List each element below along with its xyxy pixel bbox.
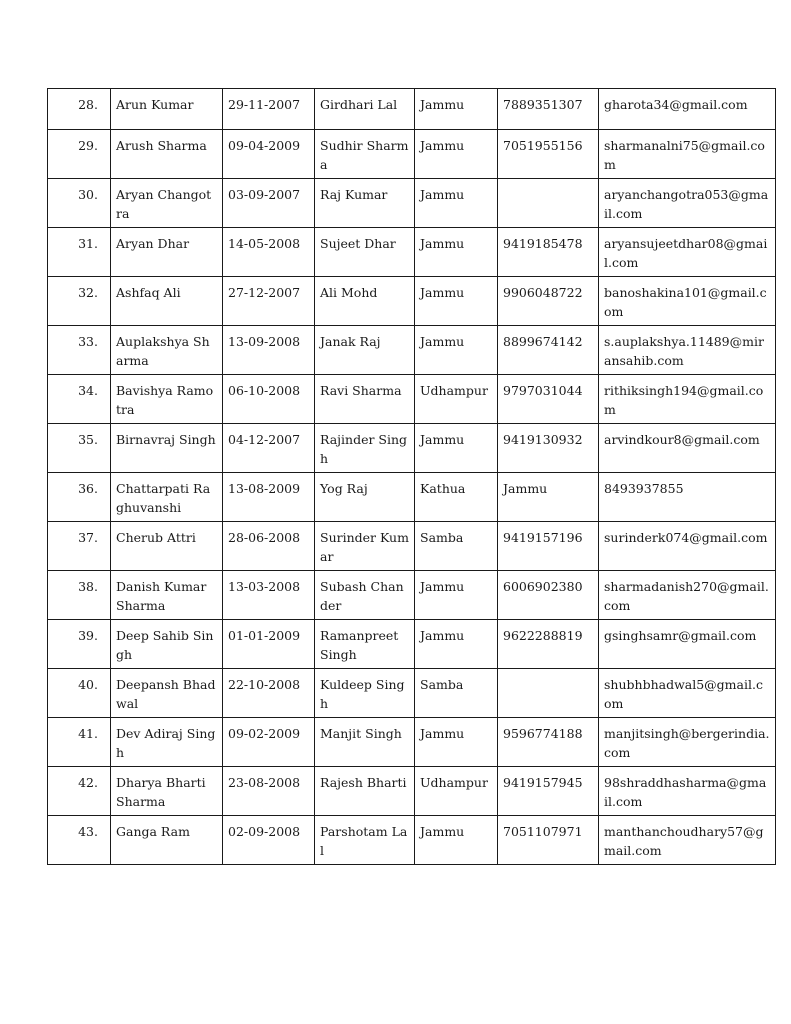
- table-row: [48, 326, 776, 375]
- date-of-birth-cell: 27-12-2007: [223, 277, 315, 326]
- table-row: [48, 522, 776, 571]
- phone-cell: 9419157196: [498, 522, 599, 571]
- father-name-cell: Subash Chander: [315, 571, 415, 620]
- serial-number-cell: 37.: [48, 522, 111, 571]
- date-of-birth-cell: 06-10-2008: [223, 375, 315, 424]
- phone-cell: 9419185478: [498, 228, 599, 277]
- student-name-cell: Aryan Changotra: [111, 179, 223, 228]
- phone-cell: 7889351307: [498, 89, 599, 130]
- father-name-cell: Rajinder Singh: [315, 424, 415, 473]
- student-name-cell: Deepansh Bhadwal: [111, 669, 223, 718]
- student-records-table: [47, 88, 776, 865]
- email-cell: shubhbhadwal5@gmail.com: [599, 669, 776, 718]
- table-row: [48, 669, 776, 718]
- place-cell: Jammu: [415, 89, 498, 130]
- serial-number-cell: 30.: [48, 179, 111, 228]
- email-cell: s.auplakshya.11489@miransahib.com: [599, 326, 776, 375]
- table-row: [48, 767, 776, 816]
- date-of-birth-cell: 13-09-2008: [223, 326, 315, 375]
- email-cell: banoshakina101@gmail.com: [599, 277, 776, 326]
- student-name-cell: Deep Sahib Singh: [111, 620, 223, 669]
- place-cell: Udhampur: [415, 375, 498, 424]
- phone-cell: 7051955156: [498, 130, 599, 179]
- phone-cell: [498, 669, 599, 718]
- table-body: [48, 89, 776, 865]
- table-row: [48, 718, 776, 767]
- email-cell: aryanchangotra053@gmail.com: [599, 179, 776, 228]
- date-of-birth-cell: 13-08-2009: [223, 473, 315, 522]
- table-row: [48, 473, 776, 522]
- place-cell: Jammu: [415, 424, 498, 473]
- student-name-cell: Dev Adiraj Singh: [111, 718, 223, 767]
- email-cell: sharmadanish270@gmail.com: [599, 571, 776, 620]
- father-name-cell: Raj Kumar: [315, 179, 415, 228]
- father-name-cell: Janak Raj: [315, 326, 415, 375]
- serial-number-cell: 32.: [48, 277, 111, 326]
- date-of-birth-cell: 04-12-2007: [223, 424, 315, 473]
- table-row: [48, 571, 776, 620]
- date-of-birth-cell: 14-05-2008: [223, 228, 315, 277]
- student-name-cell: Chattarpati Raghuvanshi: [111, 473, 223, 522]
- phone-cell: 9419157945: [498, 767, 599, 816]
- email-cell: rithiksingh194@gmail.com: [599, 375, 776, 424]
- place-cell: Samba: [415, 669, 498, 718]
- father-name-cell: Yog Raj: [315, 473, 415, 522]
- father-name-cell: Manjit Singh: [315, 718, 415, 767]
- serial-number-cell: 35.: [48, 424, 111, 473]
- date-of-birth-cell: 03-09-2007: [223, 179, 315, 228]
- student-name-cell: Birnavraj Singh: [111, 424, 223, 473]
- table-row: [48, 179, 776, 228]
- table-row: [48, 277, 776, 326]
- father-name-cell: Parshotam Lal: [315, 816, 415, 865]
- father-name-cell: Ramanpreet Singh: [315, 620, 415, 669]
- father-name-cell: Kuldeep Singh: [315, 669, 415, 718]
- date-of-birth-cell: 02-09-2008: [223, 816, 315, 865]
- table-row: [48, 375, 776, 424]
- email-cell: 8493937855: [599, 473, 776, 522]
- student-name-cell: Arush Sharma: [111, 130, 223, 179]
- father-name-cell: Girdhari Lal: [315, 89, 415, 130]
- serial-number-cell: 40.: [48, 669, 111, 718]
- email-cell: aryansujeetdhar08@gmail.com: [599, 228, 776, 277]
- student-name-cell: Aryan Dhar: [111, 228, 223, 277]
- student-name-cell: Arun Kumar: [111, 89, 223, 130]
- phone-cell: 9797031044: [498, 375, 599, 424]
- place-cell: Jammu: [415, 130, 498, 179]
- table-row: [48, 816, 776, 865]
- date-of-birth-cell: 23-08-2008: [223, 767, 315, 816]
- serial-number-cell: 43.: [48, 816, 111, 865]
- serial-number-cell: 29.: [48, 130, 111, 179]
- father-name-cell: Surinder Kumar: [315, 522, 415, 571]
- table-row: [48, 424, 776, 473]
- date-of-birth-cell: 28-06-2008: [223, 522, 315, 571]
- phone-cell: 9596774188: [498, 718, 599, 767]
- place-cell: Udhampur: [415, 767, 498, 816]
- student-name-cell: Danish Kumar Sharma: [111, 571, 223, 620]
- serial-number-cell: 36.: [48, 473, 111, 522]
- date-of-birth-cell: 09-04-2009: [223, 130, 315, 179]
- place-cell: Jammu: [415, 620, 498, 669]
- student-name-cell: Dharya Bharti Sharma: [111, 767, 223, 816]
- student-name-cell: Auplakshya Sharma: [111, 326, 223, 375]
- date-of-birth-cell: 01-01-2009: [223, 620, 315, 669]
- phone-cell: 9622288819: [498, 620, 599, 669]
- serial-number-cell: 28.: [48, 89, 111, 130]
- date-of-birth-cell: 29-11-2007: [223, 89, 315, 130]
- serial-number-cell: 39.: [48, 620, 111, 669]
- table-row: [48, 89, 776, 130]
- phone-cell: 8899674142: [498, 326, 599, 375]
- father-name-cell: Rajesh Bharti: [315, 767, 415, 816]
- table-row: [48, 620, 776, 669]
- date-of-birth-cell: 22-10-2008: [223, 669, 315, 718]
- email-cell: 98shraddhasharma@gmail.com: [599, 767, 776, 816]
- student-name-cell: Ashfaq Ali: [111, 277, 223, 326]
- father-name-cell: Ravi Sharma: [315, 375, 415, 424]
- date-of-birth-cell: 09-02-2009: [223, 718, 315, 767]
- student-name-cell: Bavishya Ramotra: [111, 375, 223, 424]
- place-cell: Jammu: [415, 718, 498, 767]
- place-cell: Jammu: [415, 179, 498, 228]
- place-cell: Kathua: [415, 473, 498, 522]
- phone-cell: 6006902380: [498, 571, 599, 620]
- place-cell: Jammu: [415, 571, 498, 620]
- place-cell: Jammu: [415, 228, 498, 277]
- email-cell: manthanchoudhary57@gmail.com: [599, 816, 776, 865]
- place-cell: Jammu: [415, 277, 498, 326]
- email-cell: arvindkour8@gmail.com: [599, 424, 776, 473]
- student-name-cell: Ganga Ram: [111, 816, 223, 865]
- place-cell: Samba: [415, 522, 498, 571]
- father-name-cell: Ali Mohd: [315, 277, 415, 326]
- serial-number-cell: 38.: [48, 571, 111, 620]
- place-cell: Jammu: [415, 816, 498, 865]
- email-cell: gsinghsamr@gmail.com: [599, 620, 776, 669]
- phone-cell: 7051107971: [498, 816, 599, 865]
- table-row: [48, 130, 776, 179]
- phone-cell: 9419130932: [498, 424, 599, 473]
- place-cell: Jammu: [415, 326, 498, 375]
- serial-number-cell: 33.: [48, 326, 111, 375]
- phone-cell: Jammu: [498, 473, 599, 522]
- table-row: [48, 228, 776, 277]
- father-name-cell: Sujeet Dhar: [315, 228, 415, 277]
- phone-cell: [498, 179, 599, 228]
- date-of-birth-cell: 13-03-2008: [223, 571, 315, 620]
- serial-number-cell: 42.: [48, 767, 111, 816]
- email-cell: gharota34@gmail.com: [599, 89, 776, 130]
- father-name-cell: Sudhir Sharma: [315, 130, 415, 179]
- email-cell: sharmanalni75@gmail.com: [599, 130, 776, 179]
- serial-number-cell: 31.: [48, 228, 111, 277]
- email-cell: surinderk074@gmail.com: [599, 522, 776, 571]
- student-name-cell: Cherub Attri: [111, 522, 223, 571]
- serial-number-cell: 34.: [48, 375, 111, 424]
- phone-cell: 9906048722: [498, 277, 599, 326]
- serial-number-cell: 41.: [48, 718, 111, 767]
- email-cell: manjitsingh@bergerindia.com: [599, 718, 776, 767]
